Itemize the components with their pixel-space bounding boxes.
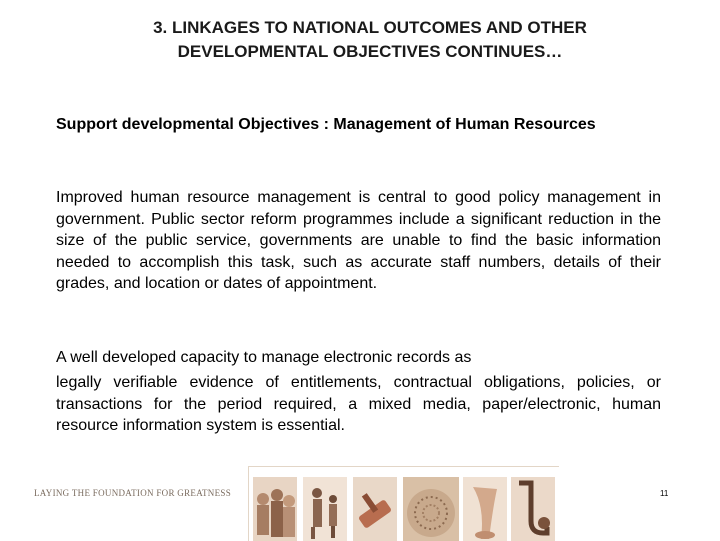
paragraph-1: Improved human resource management is central to good policy management in government. Public sector reform programmes include a significant reduction in the size of the public service, governments are unable to find the basic information needed to accomplish this task, such as accurate staff numbers, details of their grades, and location or dates of appointment. bbox=[56, 189, 661, 293]
title-line-1: 3. LINKAGES TO NATIONAL OUTCOMES AND OTHER bbox=[153, 18, 587, 37]
title-line-2: DEVELOPMENTAL OBJECTIVES CONTINUES… bbox=[177, 42, 563, 61]
footer-photo-strip bbox=[248, 466, 559, 541]
craft-photo-icon bbox=[353, 477, 397, 541]
paragraph-2-body: legally verifiable evidence of entitlements, contractual obligations, policies, or transactions for the period required, a mixed media, paper/electronic, human resource information system is essential. bbox=[56, 374, 661, 435]
page-number: 11 bbox=[660, 489, 669, 498]
subheading: Support developmental Objectives : Management of Human Resources bbox=[56, 116, 596, 133]
beadwork-photo-icon bbox=[403, 477, 459, 541]
dancer-photo-icon bbox=[463, 477, 507, 541]
family-photo-icon bbox=[303, 477, 347, 541]
footer-tagline: LAYING THE FOUNDATION FOR GREATNESS bbox=[34, 488, 232, 498]
slide-title bbox=[60, 16, 680, 64]
saxophone-photo-icon bbox=[511, 477, 555, 541]
crowd-photo-icon bbox=[253, 477, 297, 541]
paragraph-2-first-line: A well developed capacity to manage electronic records as bbox=[56, 349, 472, 366]
